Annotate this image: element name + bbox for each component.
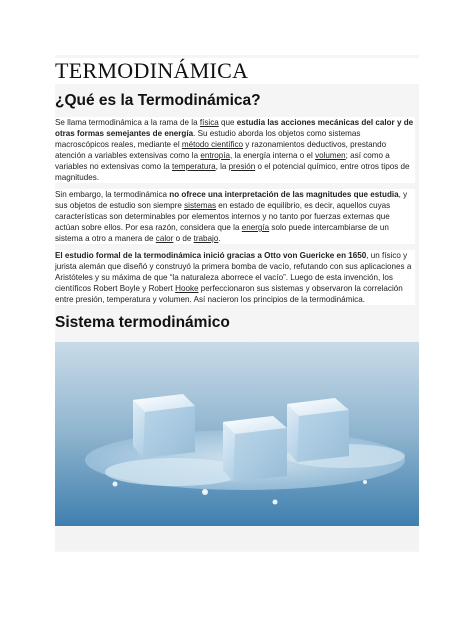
text-run: solo puede intercambiarse de un sistema a otro a manera de (55, 223, 389, 243)
link-term[interactable]: calor (155, 234, 174, 243)
document-title: TERMODINÁMICA (55, 58, 419, 84)
section-heading: Sistema termodinámico (55, 314, 230, 331)
paragraph-1 (55, 117, 415, 183)
bottom-band (55, 526, 419, 550)
link-term[interactable]: volumen (315, 151, 346, 160)
bold-run: estudia las acciones mecánicas del calor y de otras formas semejantes de energía (55, 118, 414, 138)
paragraph-3 (55, 250, 415, 305)
text-run: , la energía interna o el (230, 151, 316, 160)
paragraph-2 (55, 189, 415, 244)
link-term[interactable]: trabajo (193, 234, 219, 243)
link-term[interactable]: sistemas (184, 201, 217, 210)
link-term[interactable]: energía (241, 223, 270, 232)
text-run: o de (173, 234, 194, 243)
subtitle-heading: ¿Qué es la Termodinámica? (55, 92, 261, 109)
text-run: ; así como a variables no extensivas como la (55, 151, 390, 171)
text-run: . Su estudio aborda los objetos como sistemas macroscópicos reales, mediante el (55, 129, 361, 149)
text-run: , la (215, 162, 229, 171)
link-term[interactable]: entropía (200, 151, 231, 160)
text-run: y razonamientos deductivos, prestando atención a variables extensivas como la (55, 140, 387, 160)
link-term[interactable]: física (199, 118, 219, 127)
text-run: Sin embargo, la termodinámica (55, 190, 170, 199)
text-run: que (218, 118, 237, 127)
text-run: Se llama termodinámica a la rama de la (55, 118, 200, 127)
link-term[interactable]: temperatura (171, 162, 216, 171)
link-term[interactable]: Hooke (175, 284, 199, 293)
text-run: o el potencial químico, entre otros tipos de magnitudes. (55, 162, 410, 182)
text-run: perfeccionaron sus sistemas y observaron la correlación entre presión, temperatura y volumen. Así nacieron los principios de la termodinámica. (55, 284, 403, 304)
link-term[interactable]: método científico (181, 140, 244, 149)
text-run: en estado de equilibrio, es decir, aquellos cuyas características son determinables por elementos internos y no tanto por fuerzas externas que actúan sobre ellos. Por esa razón, considera que la (55, 201, 391, 232)
ice-cubes-photo (55, 342, 419, 526)
bold-run: no ofrece una interpretación de las magnitudes que estudia (169, 190, 399, 199)
bold-run: El estudio formal de la termodinámica inició gracias a Otto von Guericke en 1650 (55, 251, 367, 260)
link-term[interactable]: presión (228, 162, 256, 171)
text-run: , un físico y jurista alemán que diseñó y construyó la primera bomba de vacío, refutando con sus aplicaciones a Aristóteles y su máxima de que “la naturaleza aborrece el vacío”. Luego de esta invención, los científicos Robert Boyle y Robert (55, 251, 412, 293)
text-run: . (218, 234, 221, 243)
text-run: , y sus objetos de estudio son siempre (55, 190, 408, 210)
